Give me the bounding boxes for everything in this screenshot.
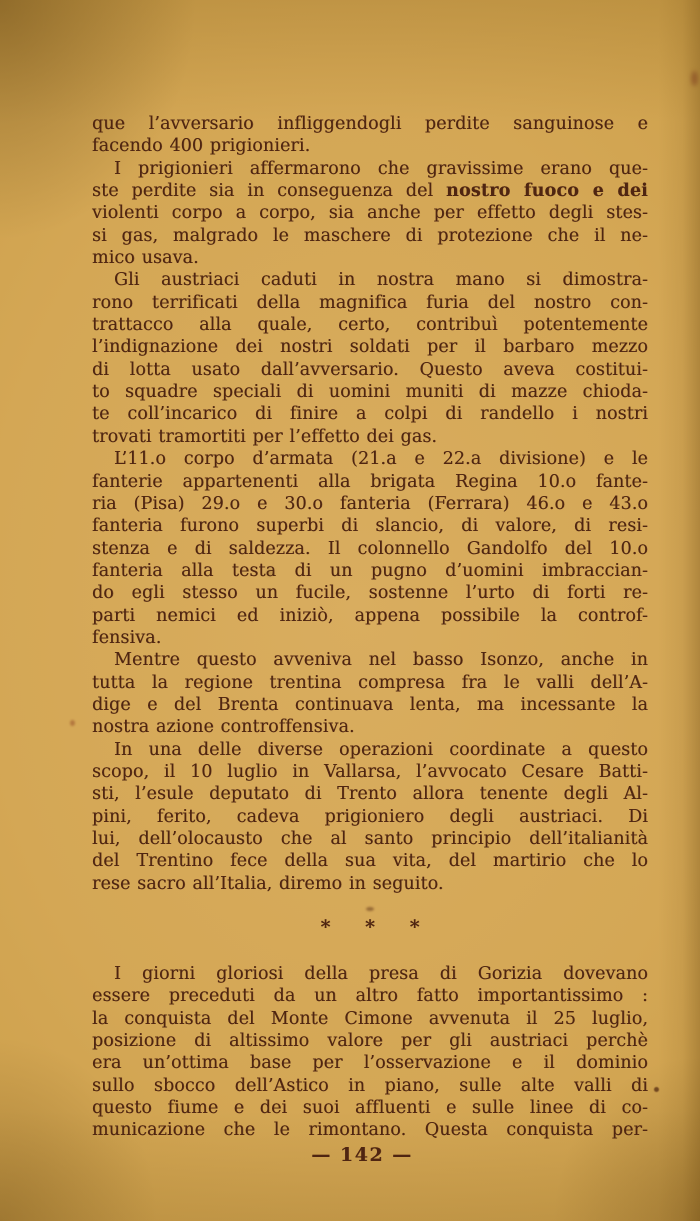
text-line: te coll’incarico di finire a colpi di randello i nostri xyxy=(92,404,648,425)
text-line: stenza e di saldezza. Il colonnello Gandolfo del 10.o xyxy=(92,538,648,559)
heavy-ink-text: nostro fuoco e dei xyxy=(446,181,649,202)
text-line: municazione che le rimontano. Questa conquista per- xyxy=(92,1120,648,1141)
text-line: parti nemici ed iniziò, appena possibile la controf- xyxy=(92,605,648,626)
text-line: lui, dell’olocausto che al santo principio dell’italianità xyxy=(92,829,648,849)
text-line: dige e del Brenta continuava lenta, ma incessante la xyxy=(92,694,648,715)
text-line: fanteria furono superbi di slancio, di valore, di resi- xyxy=(92,516,648,537)
text-line: tutta la regione trentina compresa fra le valli dell’A- xyxy=(92,672,648,693)
text-line: In una delle diverse operazioni coordinate a questo xyxy=(114,739,648,760)
text-line: era un’ottima base per l’osservazione e il dominio xyxy=(92,1053,648,1074)
text-line: que l’avversario infliggendogli perdite sanguinose e xyxy=(92,114,648,134)
page-number: — 142 — xyxy=(311,1144,413,1166)
text-line: I prigionieri affermarono che gravissime erano que- xyxy=(114,158,648,179)
text-line: I giorni gloriosi della presa di Gorizia dovevano xyxy=(114,964,648,985)
text-line: si gas, malgrado le maschere di protezione che il ne- xyxy=(92,225,648,246)
text-line: mico usava. xyxy=(92,248,199,269)
text-line: posizione di altissimo valore per gli austriaci perchè xyxy=(92,1031,648,1052)
print-artifact xyxy=(70,720,75,726)
text-line: del Trentino fece della sua vita, del martirio che lo xyxy=(92,851,648,872)
text-line xyxy=(92,180,648,202)
text-line: facendo 400 prigionieri. xyxy=(92,136,311,157)
text-line: pini, ferito, cadeva prigioniero degli austriaci. Di xyxy=(92,806,648,827)
text-column xyxy=(92,113,648,1142)
text-line: essere preceduti da un altro fatto importantissimo : xyxy=(92,986,648,1007)
text-line: fanteria alla testa di un pugno d’uomini imbraccian- xyxy=(92,560,648,581)
text-line: questo fiume e dei suoi affluenti e sulle linee di co- xyxy=(92,1098,648,1119)
text-line: violenti corpo a corpo, sia anche per effetto degli stes- xyxy=(92,203,648,224)
text-line: to squadre speciali di uomini muniti di mazze chioda- xyxy=(92,382,648,403)
text-segment: ste perdite sia in conseguenza del xyxy=(92,181,447,202)
text-line: fanterie appartenenti alla brigata Regina 10.o fante- xyxy=(92,471,648,492)
text-line: di lotta usato dall’avversario. Questo aveva costitui- xyxy=(92,359,648,380)
text-line: sti, l’esule deputato di Trento allora tenente degli Al- xyxy=(92,784,648,805)
text-line: fensiva. xyxy=(92,627,162,648)
text-line: trattacco alla quale, certo, contribuì potentemente xyxy=(92,315,648,336)
text-line: scopo, il 10 luglio in Vallarsa, l’avvocato Cesare Batti- xyxy=(92,761,648,782)
text-line: nostra azione controffensiva. xyxy=(92,717,355,738)
text-line: Gli austriaci caduti in nostra mano si dimostra- xyxy=(114,270,648,291)
text-line: Mentre questo avveniva nel basso Isonzo, anche in xyxy=(114,650,648,671)
text-line: sullo sbocco dell’Astico in piano, sulle alte valli di xyxy=(92,1075,648,1096)
text-line: l’indignazione dei nostri soldati per il barbaro mezzo xyxy=(92,337,648,358)
print-artifact xyxy=(691,71,698,86)
section-separator-asterisks: * * * xyxy=(320,916,434,939)
text-line: L’11.o corpo d’armata (21.a e 22.a divisione) e le xyxy=(114,449,648,470)
text-line: ria (Pisa) 29.o e 30.o fanteria (Ferrara) 46.o e 43.o xyxy=(92,493,648,514)
text-section-after-separator xyxy=(92,963,648,1142)
text-line: trovati tramortiti per l’effetto dei gas. xyxy=(92,426,438,447)
text-line: la conquista del Monte Cimone avvenuta il 25 luglio, xyxy=(92,1008,648,1029)
print-artifact xyxy=(654,1087,659,1092)
text-section-before-separator xyxy=(92,113,648,895)
text-line: do egli stesso un fucile, sostenne l’urto di forti re- xyxy=(92,583,648,604)
text-line: rono terrificati della magnifica furia del nostro con- xyxy=(92,292,648,313)
text-line: rese sacro all’Italia, diremo in seguito. xyxy=(92,873,444,894)
